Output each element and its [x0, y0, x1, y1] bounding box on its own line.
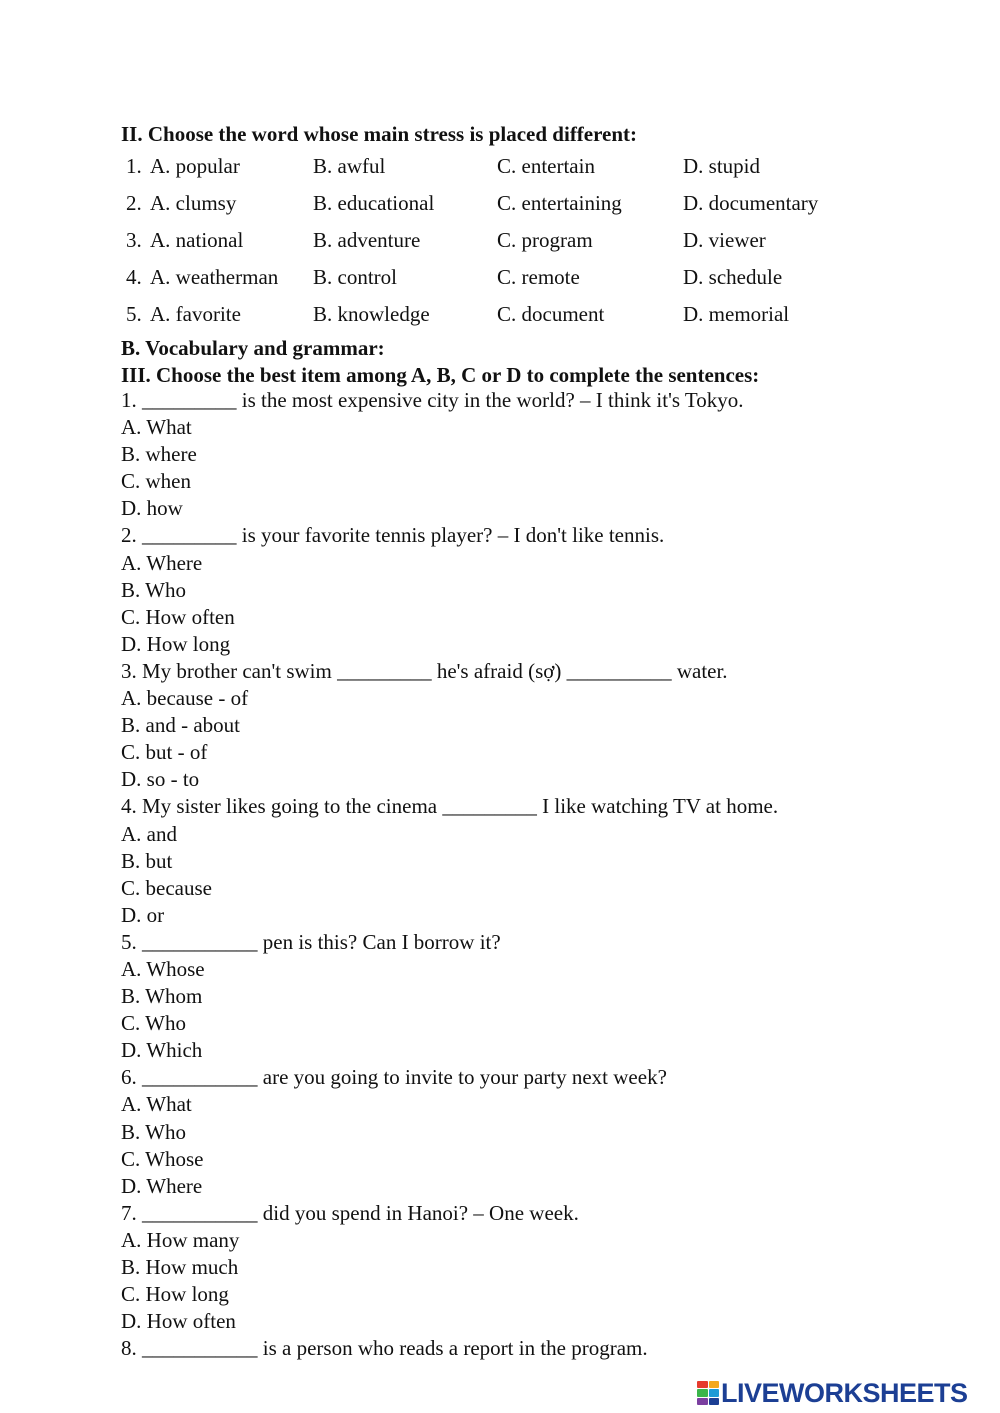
- answer-option[interactable]: A. because - of: [121, 686, 249, 711]
- answer-option[interactable]: D. Where: [121, 1173, 203, 1198]
- answer-option[interactable]: C. but - of: [121, 740, 208, 765]
- section-ii-title: II. Choose the word whose main stress is placed different:: [121, 122, 638, 146]
- answer-option[interactable]: B. where: [121, 442, 197, 467]
- section-iii-title: III. Choose the best item among A, B, C or D to complete the sentences:: [121, 363, 760, 387]
- row-number: 1.: [126, 154, 142, 178]
- watermark-text: LIVEWORKSHEETS: [721, 1378, 968, 1408]
- option-a[interactable]: A. clumsy: [150, 191, 237, 215]
- question-stem: 4. My sister likes going to the cinema _________ I like watching TV at home.: [121, 794, 779, 819]
- answer-option[interactable]: C. Whose: [121, 1146, 204, 1171]
- answer-option[interactable]: B. Who: [121, 1119, 186, 1144]
- answer-option[interactable]: B. Whom: [121, 984, 203, 1009]
- row-number: 3.: [126, 228, 142, 252]
- option-d[interactable]: D. memorial: [683, 302, 790, 326]
- option-b[interactable]: B. awful: [313, 154, 386, 178]
- option-d[interactable]: D. stupid: [683, 154, 761, 178]
- answer-option[interactable]: C. because: [121, 875, 212, 900]
- option-b[interactable]: B. knowledge: [313, 302, 430, 326]
- question-stem: 8. ___________ is a person who reads a report in the program.: [121, 1336, 648, 1361]
- row-number: 4.: [126, 265, 142, 289]
- row-number: 2.: [126, 191, 142, 215]
- option-a[interactable]: A. popular: [150, 154, 240, 178]
- answer-option[interactable]: B. Who: [121, 577, 186, 602]
- liveworksheets-watermark: [697, 1378, 968, 1408]
- answer-option[interactable]: A. and: [121, 821, 177, 846]
- answer-option[interactable]: D. How long: [121, 631, 231, 656]
- question-stem: 3. My brother can't swim _________ he's afraid (sợ) __________ water.: [121, 658, 728, 683]
- answer-option[interactable]: A. Where: [121, 550, 203, 575]
- option-c[interactable]: C. remote: [497, 265, 580, 289]
- option-d[interactable]: D. viewer: [683, 228, 766, 252]
- answer-option[interactable]: A. Whose: [121, 956, 205, 981]
- answer-option[interactable]: C. How often: [121, 604, 235, 629]
- answer-option[interactable]: A. What: [121, 415, 192, 440]
- answer-option[interactable]: A. What: [121, 1092, 192, 1117]
- answer-option[interactable]: D. how: [121, 496, 183, 521]
- answer-option[interactable]: D. How often: [121, 1309, 236, 1334]
- question-stem: 2. _________ is your favorite tennis player? – I don't like tennis.: [121, 523, 665, 548]
- question-stem: 7. ___________ did you spend in Hanoi? – One week.: [121, 1200, 579, 1225]
- option-c[interactable]: C. entertain: [497, 154, 595, 178]
- question-stem: 5. ___________ pen is this? Can I borrow it?: [121, 929, 501, 954]
- answer-option[interactable]: C. when: [121, 469, 191, 494]
- answer-option[interactable]: C. Who: [121, 1011, 186, 1036]
- option-c[interactable]: C. document: [497, 302, 605, 326]
- option-d[interactable]: D. schedule: [683, 265, 783, 289]
- question-stem: 6. ___________ are you going to invite to your party next week?: [121, 1065, 667, 1090]
- option-b[interactable]: B. educational: [313, 191, 435, 215]
- section-b-title: B. Vocabulary and grammar:: [121, 336, 385, 360]
- answer-option[interactable]: B. and - about: [121, 713, 240, 738]
- option-c[interactable]: C. program: [497, 228, 593, 252]
- answer-option[interactable]: D. so - to: [121, 767, 200, 792]
- option-a[interactable]: A. national: [150, 228, 244, 252]
- question-stem: 1. _________ is the most expensive city in the world? – I think it's Tokyo.: [121, 388, 744, 412]
- option-c[interactable]: C. entertaining: [497, 191, 622, 215]
- answer-option[interactable]: D. or: [121, 902, 165, 927]
- row-number: 5.: [126, 302, 142, 326]
- answer-option[interactable]: B. but: [121, 848, 173, 873]
- answer-option[interactable]: A. How many: [121, 1227, 240, 1252]
- option-b[interactable]: B. control: [313, 265, 397, 289]
- option-b[interactable]: B. adventure: [313, 228, 421, 252]
- answer-option[interactable]: B. How much: [121, 1255, 239, 1279]
- option-a[interactable]: A. favorite: [150, 302, 241, 326]
- answer-option[interactable]: C. How long: [121, 1282, 229, 1307]
- liveworksheets-logo-icon: [697, 1381, 719, 1405]
- option-a[interactable]: A. weatherman: [150, 265, 279, 289]
- option-d[interactable]: D. documentary: [683, 191, 819, 215]
- question-list: [121, 387, 981, 1362]
- answer-option[interactable]: D. Which: [121, 1038, 203, 1063]
